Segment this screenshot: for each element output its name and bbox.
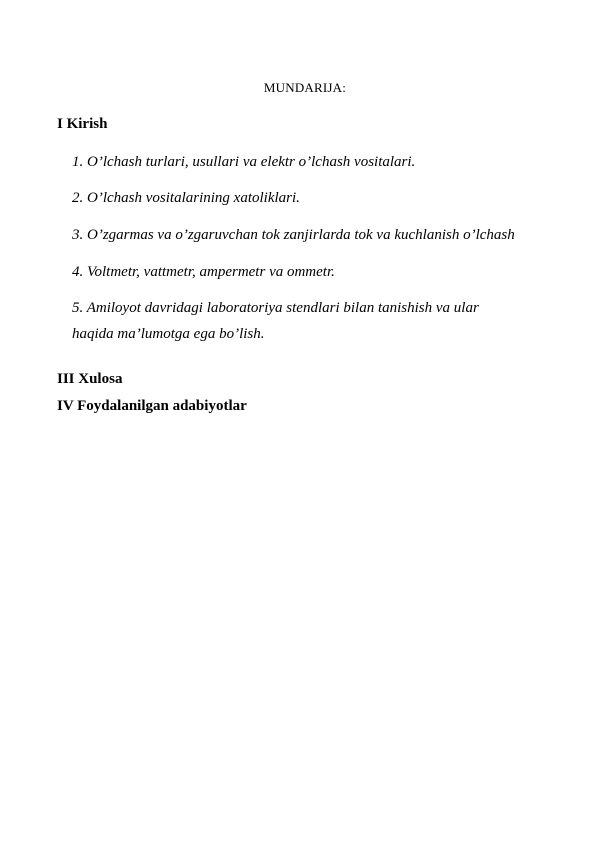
toc-item-4: 4. Voltmetr, vattmetr, ampermetr va ommetr. <box>72 264 335 280</box>
page-title: MUNDARIJA: <box>263 80 347 95</box>
section-references: IV Foydalanilgan adabiyotlar <box>57 398 247 414</box>
toc-item-5: 5. Amiloyot davridagi laboratoriya stendlari bilan tanishish va ular haqida ma’lumotga ega bo’lish. <box>72 300 479 342</box>
section-conclusion: III Xulosa <box>57 371 123 387</box>
toc-item-2: 2. O’lchash vositalarining xatoliklari. <box>72 190 300 206</box>
toc-item-3: 3. O’zgarmas va o’zgaruvchan tok zanjirlarda tok va kuchlanish o’lchash <box>72 227 515 243</box>
section-intro: I Kirish <box>57 116 108 132</box>
toc-item-1: 1. O’lchash turlari, usullari va elektr o’lchash vositalari. <box>72 154 416 170</box>
